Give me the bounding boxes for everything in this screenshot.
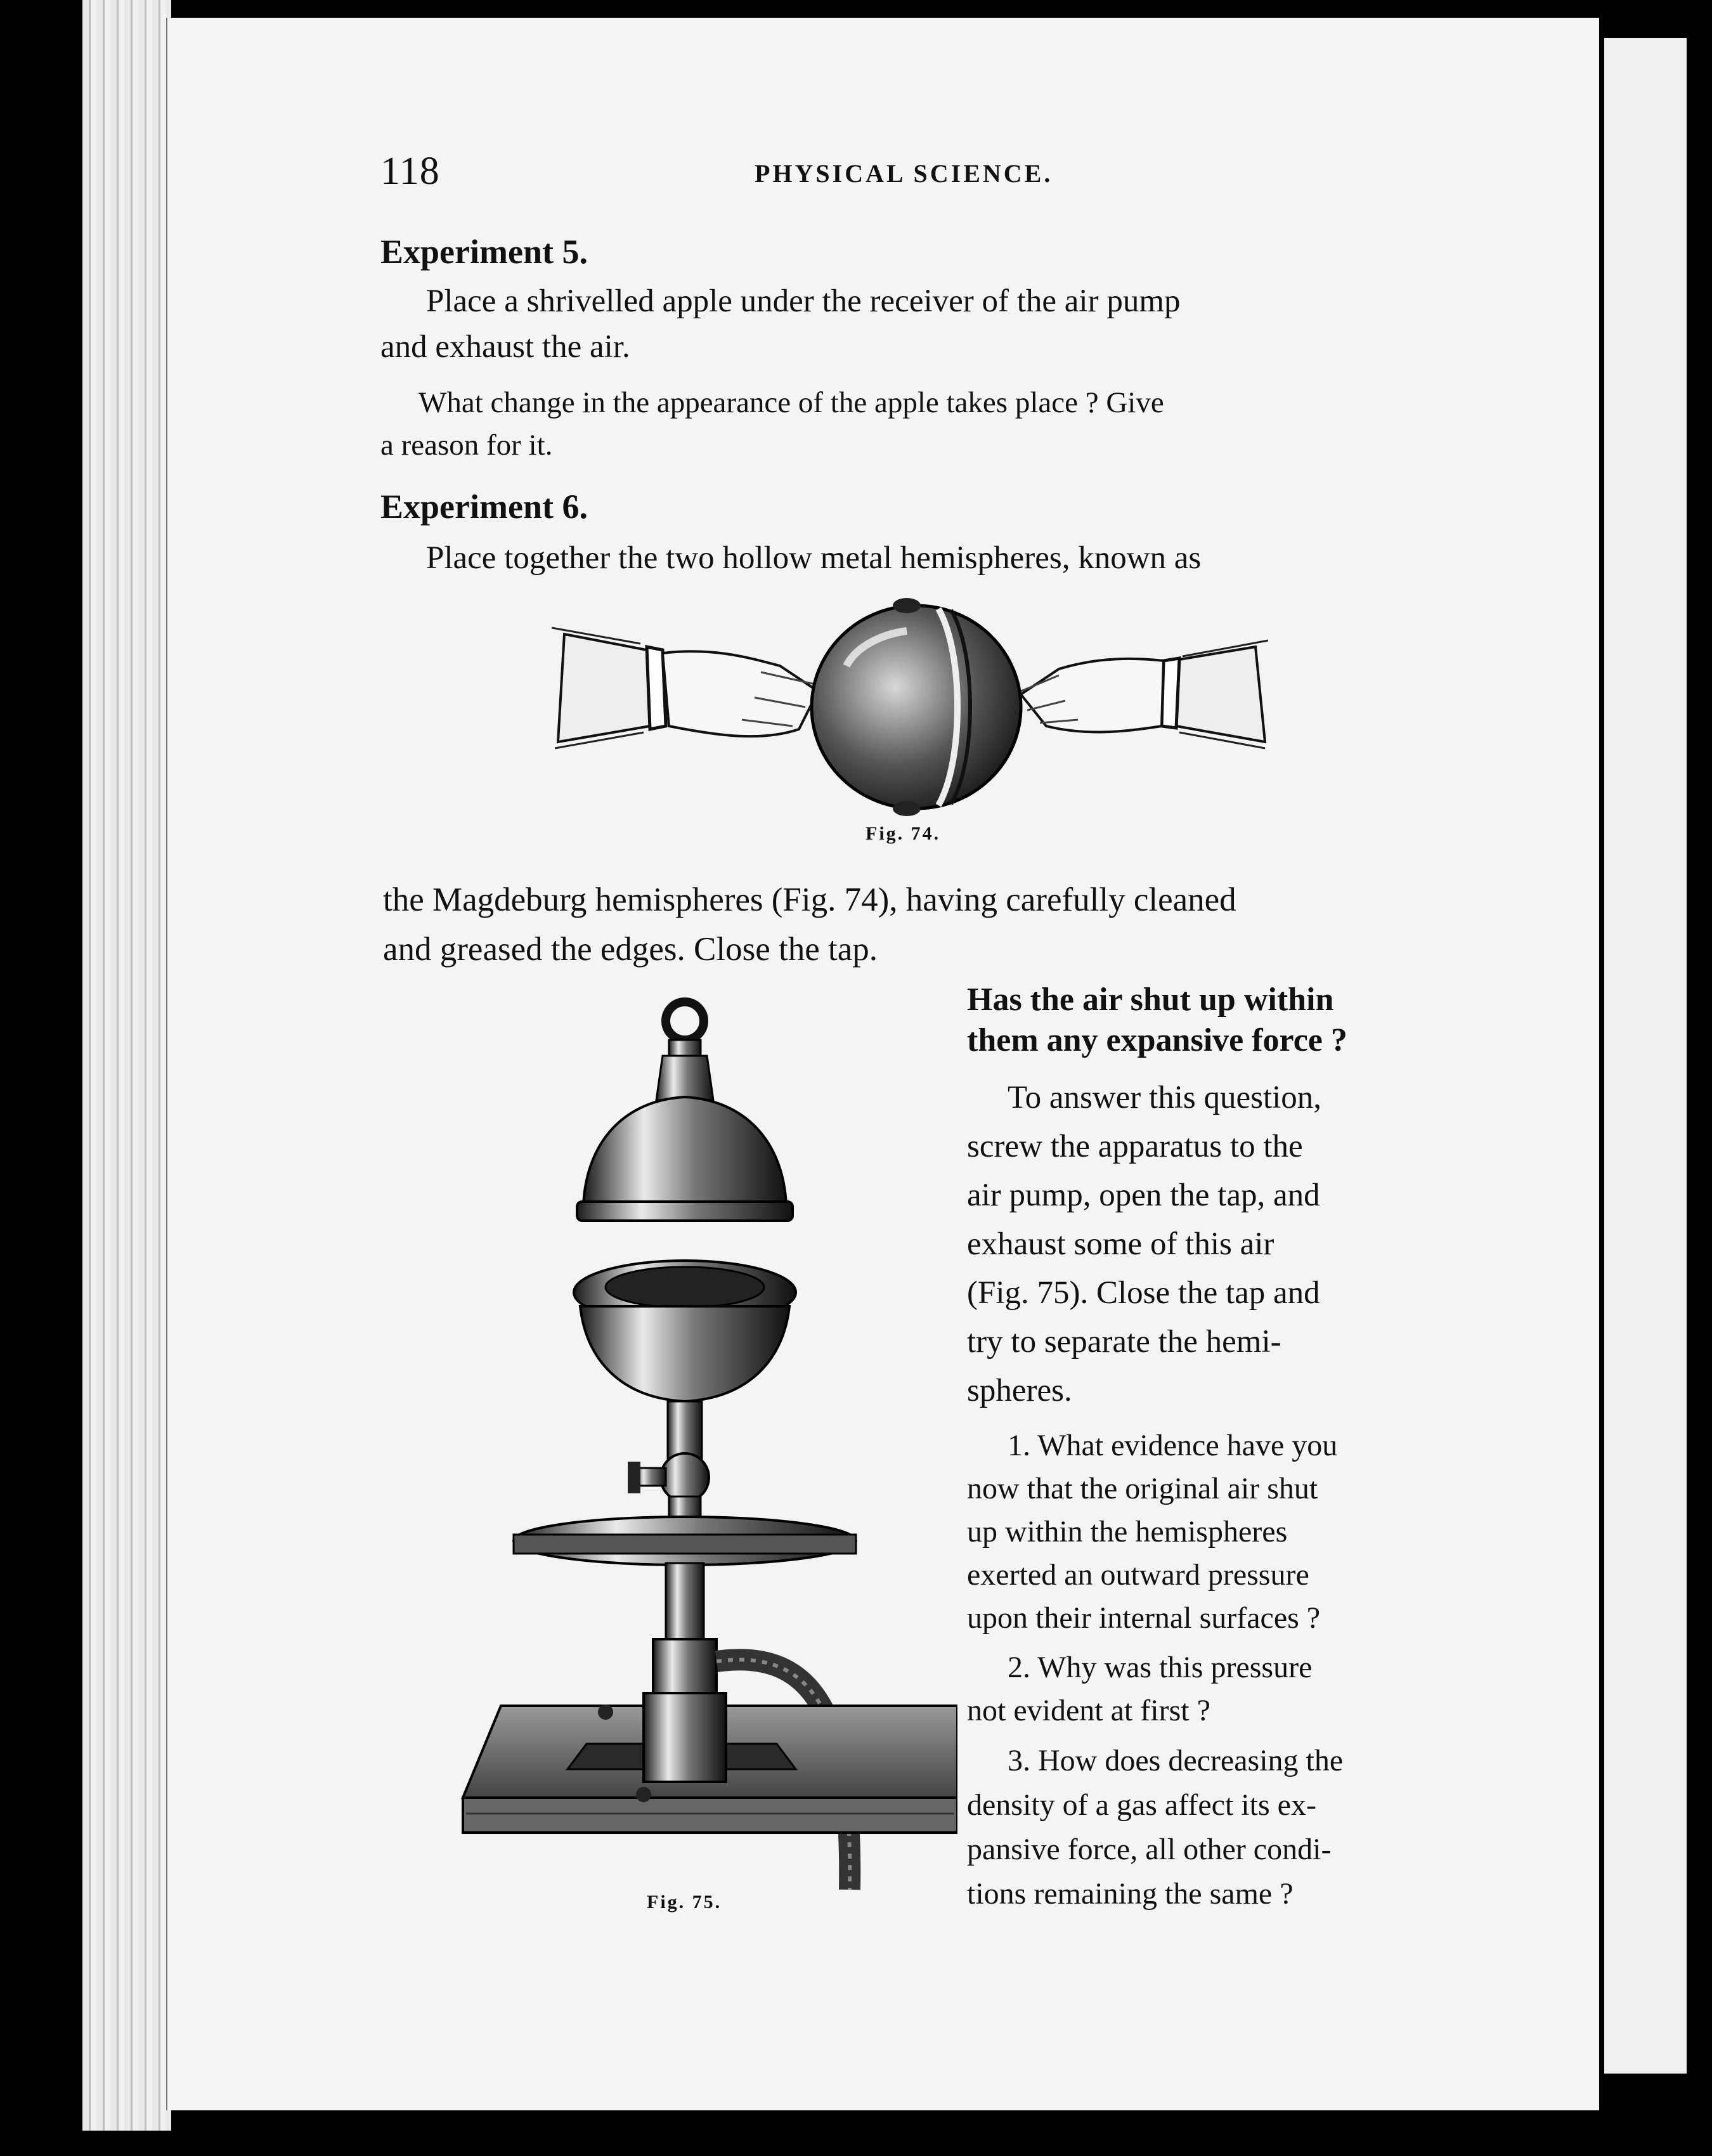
experiment-5-heading: Experiment 5. bbox=[380, 233, 588, 271]
figure-75-apparatus bbox=[396, 989, 957, 1896]
experiment-5-line-1: Place a shrivelled apple under the receiver of the air pump bbox=[426, 283, 1181, 319]
answer-line: air pump, open the tap, and bbox=[967, 1178, 1320, 1213]
question-1-line: upon their internal surfaces ? bbox=[967, 1601, 1321, 1635]
question-2 bbox=[967, 1646, 1455, 1732]
experiment-6-continued-line-2: and greased the edges. Close the tap. bbox=[383, 931, 878, 968]
question-3-line: 3. How does decreasing the bbox=[1008, 1744, 1344, 1777]
experiment-6-continued-line-1: the Magdeburg hemispheres (Fig. 74), having carefully cleaned bbox=[383, 881, 1236, 918]
question-3-line: density of a gas affect its ex- bbox=[967, 1788, 1316, 1822]
question-3-line: tions remaining the same ? bbox=[967, 1877, 1294, 1911]
question-3-line: pansive force, all other condi- bbox=[967, 1833, 1332, 1866]
question-3 bbox=[967, 1739, 1455, 1916]
answer-line: spheres. bbox=[967, 1373, 1072, 1408]
question-1-line: exerted an outward pressure bbox=[967, 1558, 1309, 1592]
experiment-6-intro-line: Place together the two hollow metal hemispheres, known as bbox=[426, 540, 1202, 576]
page-edge-stack bbox=[82, 0, 171, 2131]
question-heading-line-1: Has the air shut up within bbox=[967, 982, 1334, 1018]
answer-paragraph bbox=[967, 1074, 1455, 1415]
running-head: PHYSICAL SCIENCE. bbox=[755, 159, 1053, 188]
answer-line: try to separate the hemi- bbox=[967, 1324, 1281, 1360]
answer-line: To answer this question, bbox=[1008, 1080, 1322, 1115]
facing-page-edge bbox=[1598, 38, 1687, 2074]
question-1-line: now that the original air shut bbox=[967, 1472, 1318, 1505]
figure-75-caption: Fig. 75. bbox=[647, 1892, 722, 1912]
figure-74-caption: Fig. 74. bbox=[866, 823, 941, 844]
figure-74-magdeburg-hemispheres bbox=[552, 590, 1268, 824]
answer-line: exhaust some of this air bbox=[967, 1226, 1274, 1262]
question-1-line: up within the hemispheres bbox=[967, 1515, 1288, 1549]
answer-line: screw the apparatus to the bbox=[967, 1129, 1303, 1164]
question-2-line: not evident at first ? bbox=[967, 1694, 1210, 1727]
question-1-line: 1. What evidence have you bbox=[1008, 1429, 1338, 1462]
question-2-line: 2. Why was this pressure bbox=[1008, 1651, 1313, 1684]
right-column bbox=[967, 980, 1455, 1916]
answer-line: (Fig. 75). Close the tap and bbox=[967, 1275, 1320, 1311]
page-number: 118 bbox=[380, 150, 440, 193]
experiment-5-question-line-2: a reason for it. bbox=[380, 429, 553, 462]
experiment-5-line-2: and exhaust the air. bbox=[380, 329, 630, 365]
experiment-6-heading: Experiment 6. bbox=[380, 488, 588, 526]
question-1 bbox=[967, 1424, 1455, 1640]
question-heading-line-2: them any expansive force ? bbox=[967, 1022, 1347, 1058]
experiment-5-question-line-1: What change in the appearance of the apple takes place ? Give bbox=[418, 386, 1164, 419]
